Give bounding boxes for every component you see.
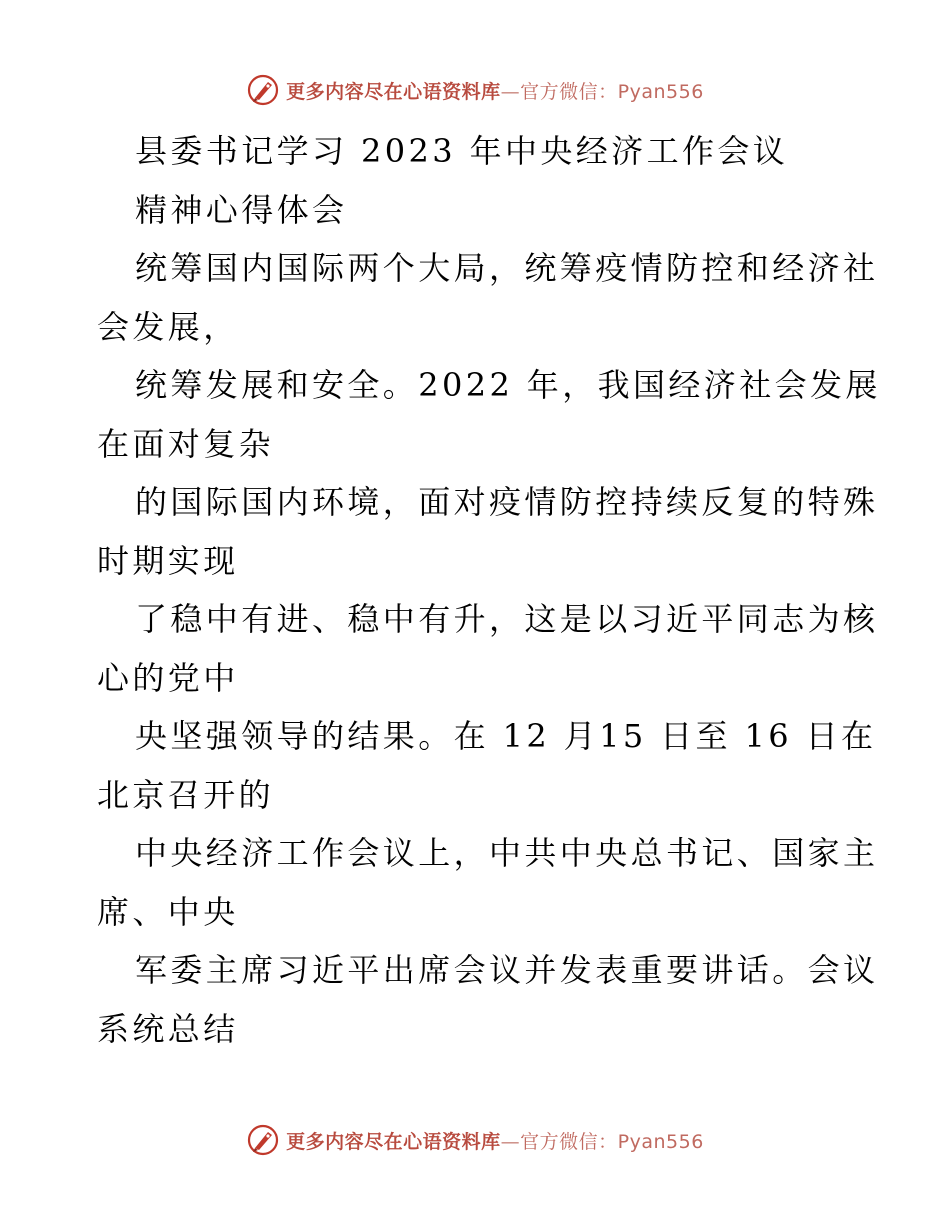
document-title-line-1: 县委书记学习 2023 年中央经济工作会议 bbox=[135, 132, 789, 170]
body-line: 央坚强领导的结果。在 12 月15 日至 16 日在 bbox=[135, 717, 877, 755]
watermark-wechat: 官方微信：Pyan556 bbox=[520, 1130, 704, 1153]
body-line: 系统总结 bbox=[97, 1009, 239, 1048]
watermark-dash: — bbox=[500, 80, 521, 103]
body-line: 心的党中 bbox=[97, 658, 239, 697]
body-line: 中央经济工作会议上，中共中央总书记、国家主 bbox=[135, 834, 879, 872]
body-line: 了稳中有进、稳中有升，这是以习近平同志为核 bbox=[135, 600, 879, 638]
watermark-text bbox=[286, 1127, 704, 1154]
body-line: 席、中央 bbox=[97, 892, 239, 931]
pen-nib-logo-icon bbox=[246, 73, 280, 107]
header-watermark-banner bbox=[0, 70, 950, 110]
body-line: 统筹发展和安全。2022 年，我国经济社会发展 bbox=[135, 366, 881, 404]
body-line: 会发展， bbox=[97, 307, 239, 346]
footer-watermark-banner bbox=[0, 1120, 950, 1160]
body-line: 军委主席习近平出席会议并发表重要讲话。会议 bbox=[135, 951, 879, 989]
watermark-dash: — bbox=[500, 1130, 521, 1153]
body-line: 时期实现 bbox=[97, 541, 239, 580]
watermark-slogan: 更多内容尽在心语资料库 bbox=[286, 80, 501, 103]
body-line: 统筹国内国际两个大局，统筹疫情防控和经济社 bbox=[135, 249, 879, 287]
document-body bbox=[97, 122, 881, 1058]
watermark-wechat: 官方微信：Pyan556 bbox=[520, 80, 704, 103]
watermark-slogan: 更多内容尽在心语资料库 bbox=[286, 1130, 501, 1153]
body-line: 在面对复杂 bbox=[97, 424, 275, 463]
body-line: 北京召开的 bbox=[97, 775, 275, 814]
document-title-line-2: 精神心得体会 bbox=[135, 190, 348, 229]
watermark-text bbox=[286, 77, 704, 104]
body-line: 的国际国内环境，面对疫情防控持续反复的特殊 bbox=[135, 483, 879, 521]
pen-nib-logo-icon bbox=[246, 1123, 280, 1157]
